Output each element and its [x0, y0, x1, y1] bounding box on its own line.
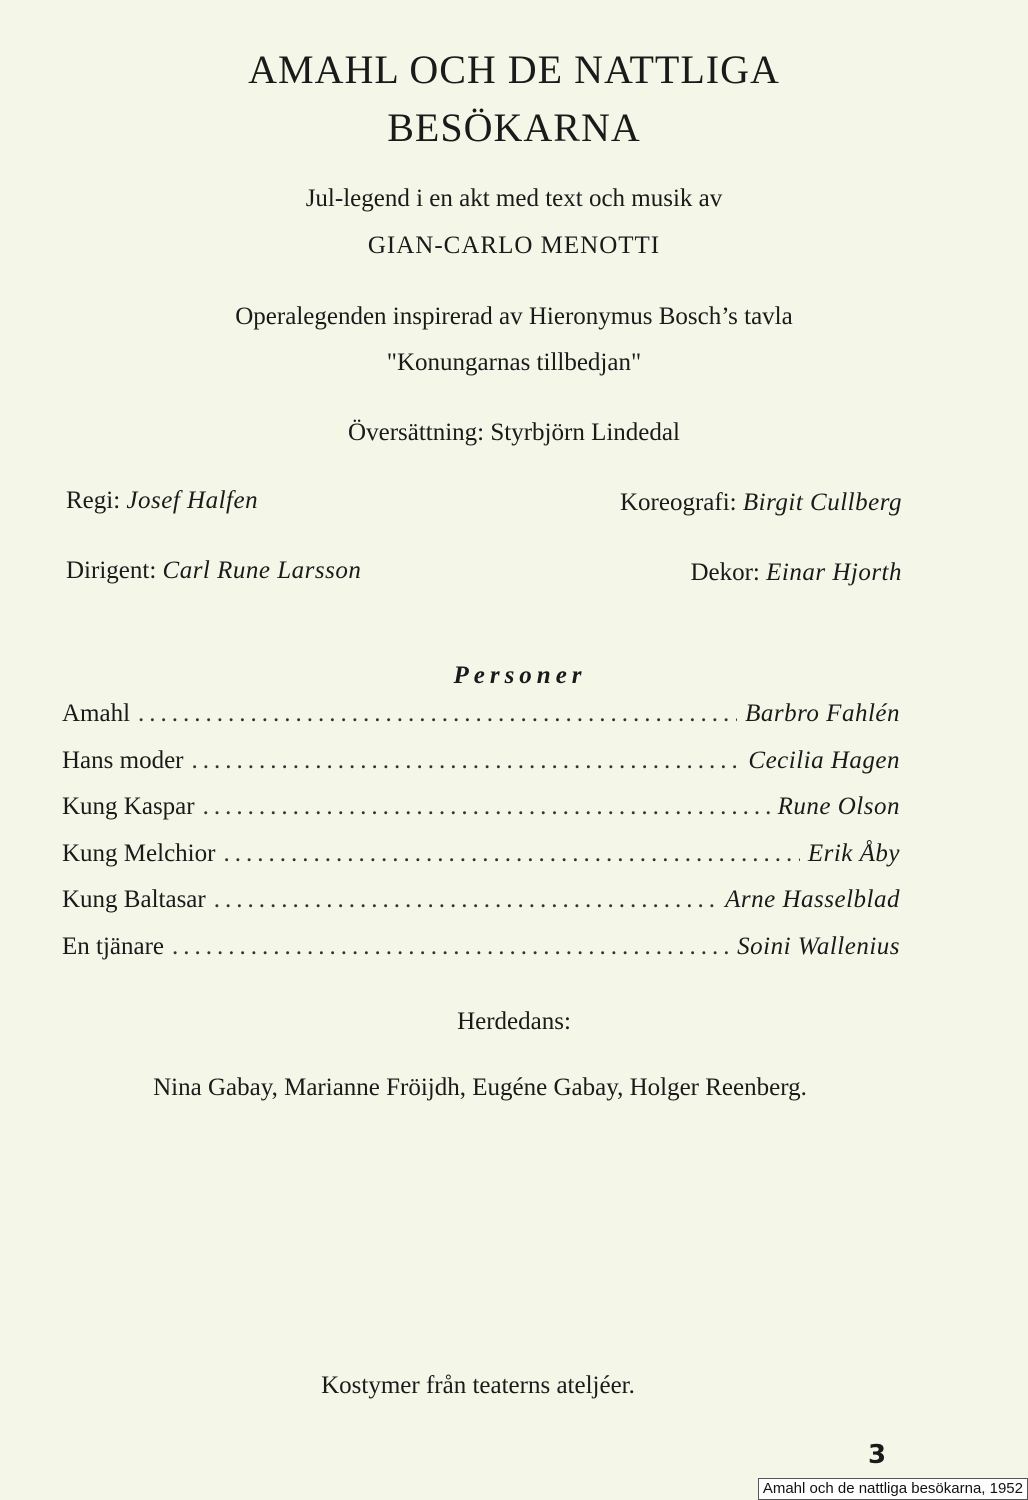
- credit-koreografi: [620, 489, 902, 517]
- credit-koreografi-label: Koreografi:: [620, 489, 737, 516]
- cast-role: Kung Baltasar: [62, 886, 206, 913]
- cast-role: Hans moder: [62, 746, 184, 774]
- translation-credit: Översättning: Styrbjörn Lindedal: [348, 419, 680, 446]
- cast-role: Amahl: [62, 700, 131, 727]
- cast-row: [62, 840, 900, 887]
- cast-role: Kung Kaspar: [62, 793, 195, 820]
- cast-row: [62, 700, 900, 747]
- credit-regi: [66, 487, 258, 515]
- dancers-list: Nina Gabay, Marianne Fröijdh, Eugéne Gabay, Holger Reenberg.: [153, 1074, 807, 1101]
- cast-role: Kung Melchior: [62, 839, 216, 867]
- title-line-1: AMAHL OCH DE NATTLIGA: [248, 47, 780, 92]
- credit-regi-name: Josef Halfen: [126, 487, 259, 514]
- credit-dirigent-label: Dirigent:: [66, 557, 157, 584]
- leader-dots: [203, 793, 770, 821]
- cast-row: [62, 933, 900, 980]
- credit-dirigent: [66, 557, 361, 585]
- cast-list: [62, 700, 900, 979]
- page-number: 3: [868, 1440, 887, 1470]
- credit-dekor: [690, 559, 902, 587]
- cast-actor: Arne Hasselblad: [725, 886, 900, 913]
- cast-actor: Barbro Fahlén: [745, 700, 900, 727]
- leader-dots: [172, 933, 729, 961]
- image-caption: Amahl och de nattliga besökarna, 1952: [758, 1478, 1028, 1500]
- credit-koreografi-name: Birgit Cullberg: [742, 489, 902, 516]
- leader-dots: [214, 886, 717, 914]
- dance-heading: Herdedans:: [457, 1008, 571, 1035]
- cast-row: [62, 747, 900, 794]
- inspiration-line-1: Operalegenden inspirerad av Hieronymus Bosch’s tavla: [235, 303, 793, 330]
- inspiration-line-2: "Konungarnas tillbedjan": [386, 349, 642, 376]
- cast-row: [62, 886, 900, 933]
- leader-dots: [223, 840, 799, 868]
- credit-regi-label: Regi:: [66, 487, 121, 514]
- cast-actor: Soini Wallenius: [737, 932, 900, 960]
- cast-actor: Cecilia Hagen: [748, 746, 900, 774]
- leader-dots: [192, 747, 741, 775]
- composer-name: GIAN-CARLO MENOTTI: [367, 232, 661, 259]
- cast-actor: Rune Olson: [777, 793, 900, 820]
- costumes-note: Kostymer från teaterns ateljéer.: [321, 1372, 635, 1399]
- persons-heading: Personer: [453, 662, 587, 689]
- subtitle-line: Jul-legend i en akt med text och musik av: [305, 185, 723, 212]
- cast-role: En tjänare: [62, 932, 165, 960]
- credit-dirigent-name: Carl Rune Larsson: [162, 557, 362, 584]
- credit-dekor-label: Dekor:: [690, 559, 760, 586]
- title-line-2: BESÖKARNA: [387, 105, 641, 150]
- leader-dots: [138, 700, 737, 728]
- cast-actor: Erik Åby: [807, 839, 900, 867]
- cast-row: [62, 793, 900, 840]
- credit-dekor-name: Einar Hjorth: [766, 559, 902, 586]
